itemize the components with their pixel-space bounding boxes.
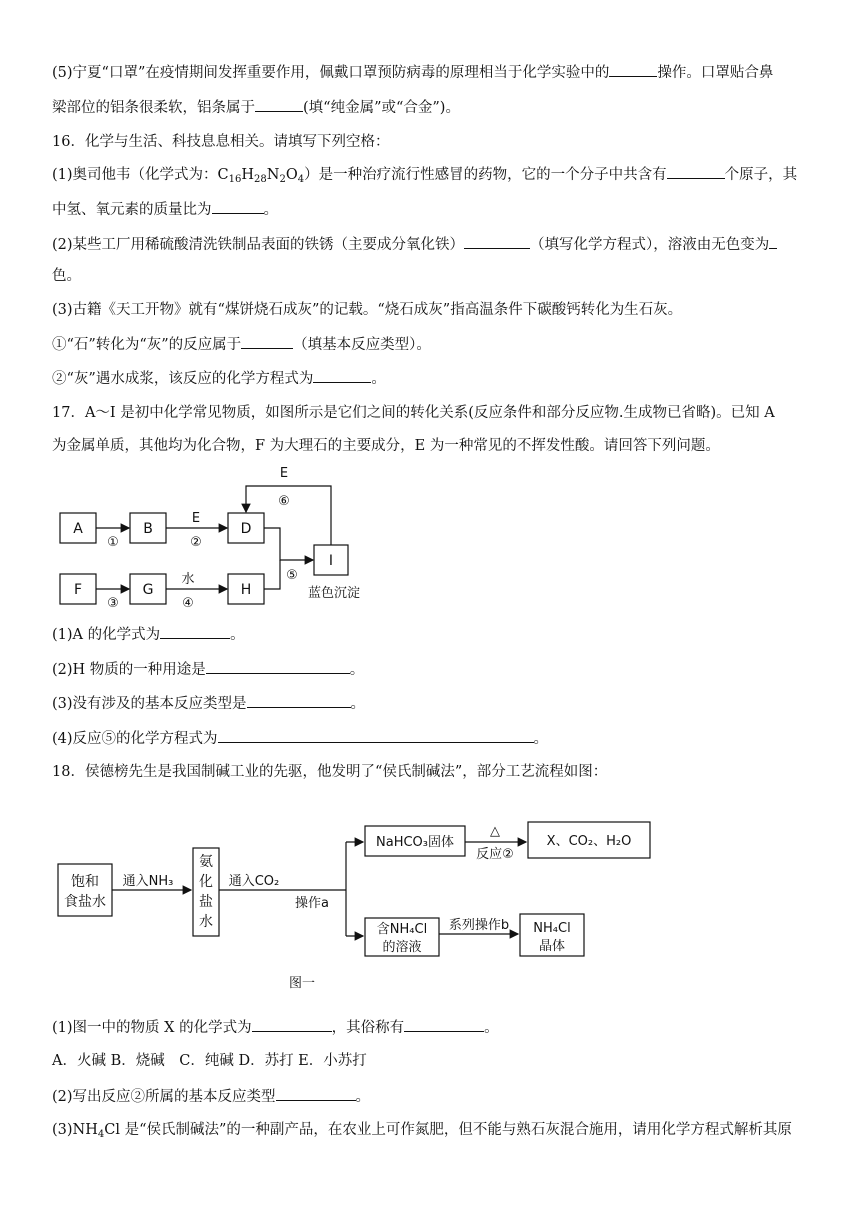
heat-symbol: △ xyxy=(490,824,500,839)
box-d-label: D xyxy=(240,521,252,537)
text-segment: (3)没有涉及的基本反应类型是 xyxy=(52,696,247,712)
saturated-brine-label-2: 食盐水 xyxy=(64,894,106,910)
text-segment: 中氢、氧元素的质量比为 xyxy=(52,202,212,218)
operation-b-label: 系列操作b xyxy=(448,918,510,933)
text-segment: N xyxy=(266,167,280,183)
reaction-5-label: ⑤ xyxy=(286,568,298,583)
nh3-label: 通入NH₃ xyxy=(122,874,174,889)
blue-precipitate-label: 蓝色沉淀 xyxy=(307,586,361,601)
text-segment: (1)图一中的物质 X 的化学式为 xyxy=(52,1020,252,1036)
text-segment: 。 xyxy=(230,627,245,643)
text-segment: Cl 是“侯氏制碱法”的一种副产品，在农业上可作氮肥，但不能与熟石灰混合施用，请用化学方程式解析其原 xyxy=(104,1122,792,1138)
ammonia-brine-char-2: 化 xyxy=(199,874,213,890)
text-segment: ）是一种治疗流行性感冒的药物，它的一个分子中共含有 xyxy=(304,167,667,183)
text-segment: 16．化学与生活、科技息息相关。请填写下列空格： xyxy=(52,134,390,150)
nh4cl-crystal-label-2: 晶体 xyxy=(538,939,566,954)
nahco3-label: NaHCO₃固体 xyxy=(376,835,454,850)
subscript: 4 xyxy=(297,174,305,185)
nh4cl-crystal-label-1: NH₄Cl xyxy=(533,921,571,936)
text-segment: 。 xyxy=(533,731,549,747)
subscript: 2 xyxy=(279,174,286,185)
text-segment: (2)某些工厂用稀硫酸清洗铁制品表面的铁锈（主要成分氧化铁） xyxy=(52,237,465,253)
text-segment: 18．侯德榜先生是我国制碱工业的先驱，他发明了“侯氏制碱法”，部分工艺流程如图： xyxy=(52,764,608,780)
text-segment: 操作。口罩贴合鼻 xyxy=(657,65,774,81)
text-segment: 。 xyxy=(371,371,386,387)
text-segment: (1)奥司他韦（化学式为：C xyxy=(52,167,229,183)
reaction-1-label: ① xyxy=(107,535,119,550)
reaction2-label: 反应② xyxy=(476,847,514,862)
text-segment: 梁部位的铝条很柔软，铝条属于 xyxy=(52,100,255,116)
reaction-2-label: ② xyxy=(190,535,202,550)
box-f-label: F xyxy=(73,582,83,598)
reaction-6-label: ⑥ xyxy=(278,494,290,509)
text-segment: 。 xyxy=(350,696,366,712)
text-segment: 。 xyxy=(355,1089,371,1105)
nh4cl-solution-label-2: 的溶液 xyxy=(382,940,422,955)
text-segment: （填写化学方程式），溶液由无色变为 xyxy=(530,237,770,253)
reaction-4-label: ④ xyxy=(182,596,194,611)
top-e-label: E xyxy=(279,466,289,481)
text-segment: 色。 xyxy=(52,268,81,284)
text-segment: 17．A～I 是初中化学常见物质，如图所示是它们之间的转化关系(反应条件和部分反应物.生成物已省略)。已知 A xyxy=(52,405,775,421)
co2-label: 通入CO₂ xyxy=(228,874,280,889)
text-segment: 。 xyxy=(349,662,365,678)
reagent-e-label: E xyxy=(191,511,201,526)
text-segment: (3)古籍《天工开物》就有“煤饼烧石成灰”的记载。“烧石成灰”指高温条件下碳酸钙转化为生石灰。 xyxy=(52,302,683,318)
box-i-label: I xyxy=(328,553,334,569)
ammonia-brine-char-1: 氨 xyxy=(199,854,213,870)
text-segment: (4)反应⑤的化学方程式为 xyxy=(52,731,218,747)
box-b-label: B xyxy=(143,521,153,537)
box-g-label: G xyxy=(142,582,154,598)
text-segment: (1)A 的化学式为 xyxy=(52,627,161,643)
ammonia-brine-char-3: 盐 xyxy=(199,894,213,910)
text-segment: (3)NH xyxy=(52,1122,98,1138)
text-segment: H xyxy=(241,167,255,183)
operation-a-label: 操作a xyxy=(295,896,329,911)
subscript: 28 xyxy=(254,174,267,185)
text-segment: (填“纯金属”或“合金”)。 xyxy=(303,100,460,116)
reagent-water-label: 水 xyxy=(181,572,195,587)
text-segment: 。 xyxy=(484,1020,499,1036)
figure-caption: 图一 xyxy=(288,976,316,991)
saturated-brine-label-1: 饱和 xyxy=(71,874,99,890)
box-h-label: H xyxy=(240,582,252,598)
text-segment: ①“石”转化为“灰”的反应属于 xyxy=(52,337,242,353)
subscript: 16 xyxy=(228,174,242,185)
reaction-3-label: ③ xyxy=(107,596,119,611)
text-segment: A．火碱 B．烧碱 C．纯碱 D．苏打 E．小苏打 xyxy=(52,1053,367,1069)
text-segment: (5)宁夏“口罩”在疫情期间发挥重要作用，佩戴口罩预防病毒的原理相当于化学实验中的 xyxy=(52,65,610,81)
subscript: 4 xyxy=(97,1129,105,1140)
text-segment: (2)写出反应②所属的基本反应类型 xyxy=(52,1089,276,1105)
ammonia-brine-char-4: 水 xyxy=(199,914,213,930)
text-segment: ②“灰”遇水成浆，该反应的化学方程式为 xyxy=(52,371,314,387)
nh4cl-solution-label-1: 含NH₄Cl xyxy=(376,922,428,937)
text-segment: 个原子，其 xyxy=(724,167,798,183)
text-segment: 为金属单质，其他均为化合物，F 为大理石的主要成分，E 为一种常见的不挥发性酸。请回答下列问题。 xyxy=(52,438,720,454)
text-segment: (2)H 物质的一种用途是 xyxy=(52,662,206,678)
text-segment: （填基本反应类型）。 xyxy=(293,337,431,353)
products-label: X、CO₂、H₂O xyxy=(546,834,632,849)
box-a-label: A xyxy=(73,521,83,537)
text-segment: 。 xyxy=(263,202,278,218)
text-segment: O xyxy=(285,167,298,183)
text-segment: ，其俗称有 xyxy=(331,1020,405,1036)
